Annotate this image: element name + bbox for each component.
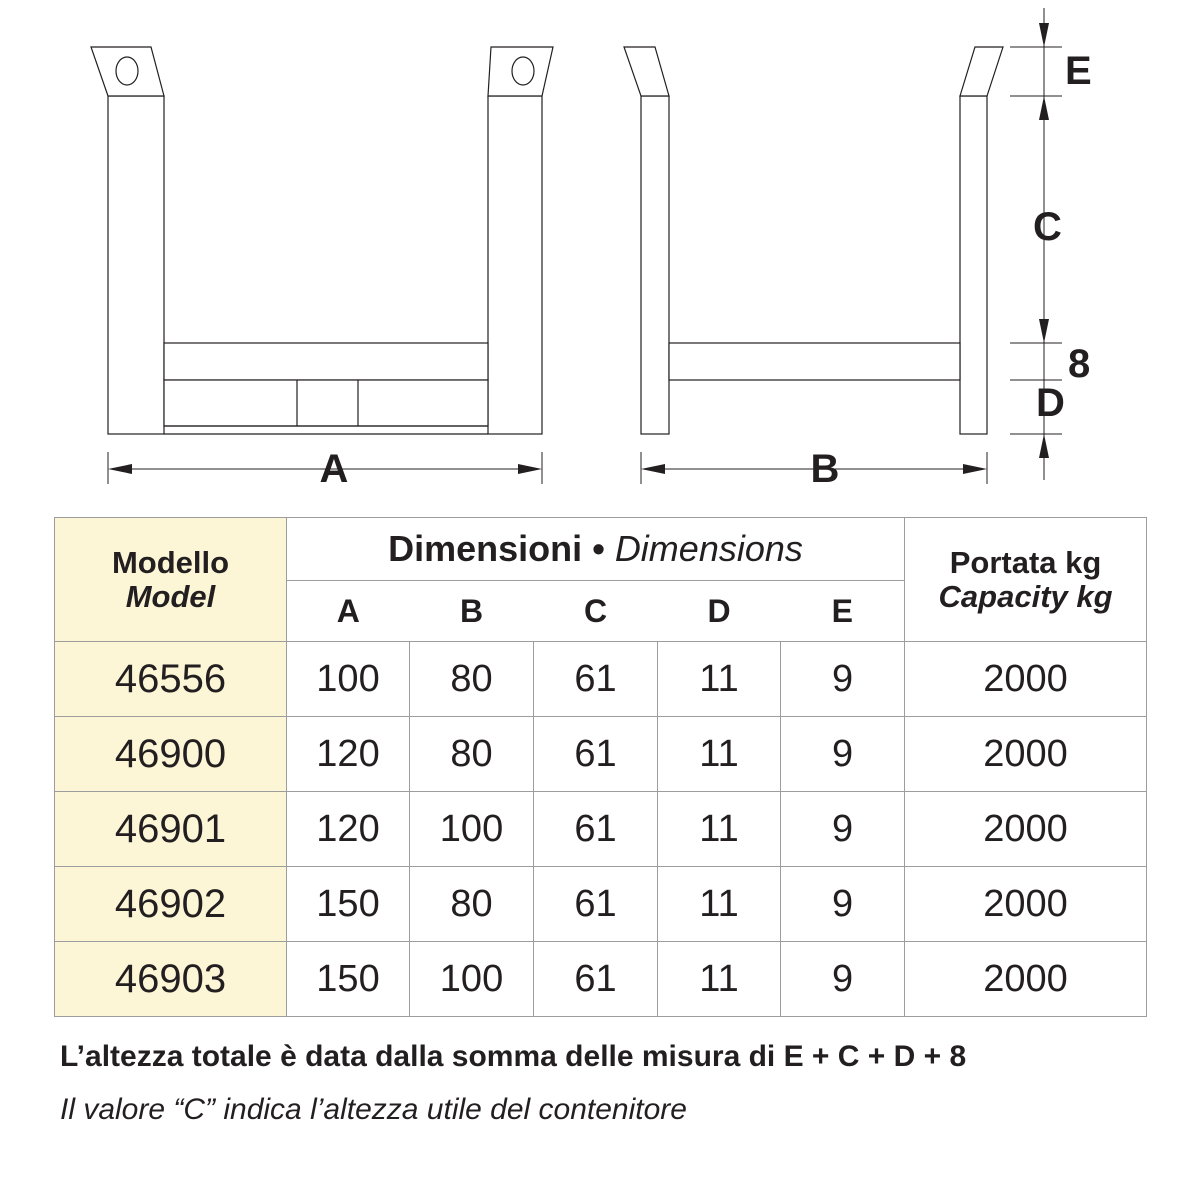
total-height-note: L’altezza totale è data dalla somma delle misura di E + C + D + 8 (60, 1040, 967, 1073)
front-top-rail (164, 343, 488, 380)
dimension-cell-d: 11 (658, 792, 781, 867)
dim-label-b: B (810, 447, 840, 491)
side-view (624, 47, 1003, 434)
front-right-lug-hole (512, 57, 534, 85)
capacity-header (905, 518, 1147, 642)
dimension-cell-a: 150 (287, 867, 410, 942)
dimension-cell-e: 9 (781, 642, 905, 717)
dimension-cell-e: 9 (781, 717, 905, 792)
dimension-cell-b: 80 (410, 867, 534, 942)
c-value-note: Il valore “C” indica l’altezza utile del contenitore (60, 1093, 687, 1126)
dimension-cell-b: 80 (410, 717, 534, 792)
dimension-cell-e: 9 (781, 867, 905, 942)
capacity-header-it: Portata kg (949, 544, 1102, 580)
specifications-table (54, 517, 1147, 1017)
front-bottom-rail (164, 380, 488, 426)
dimensions-header (287, 518, 905, 581)
dim-label-e: E (1065, 49, 1092, 93)
table-header (55, 518, 1147, 642)
table-row (55, 942, 1147, 1017)
side-rail (669, 343, 960, 380)
dim-label-a: A (319, 447, 349, 491)
model-cell: 46556 (55, 642, 287, 717)
side-left-post (641, 96, 669, 434)
model-cell: 46900 (55, 717, 287, 792)
front-left-post (108, 96, 164, 434)
table-row (55, 717, 1147, 792)
dimension-cell-a: 150 (287, 942, 410, 1017)
column-header-b: B (410, 581, 534, 642)
technical-drawing (0, 0, 1200, 500)
front-right-post (488, 96, 542, 434)
model-header-it: Modello (111, 544, 230, 580)
capacity-header-en: Capacity kg (938, 578, 1113, 614)
table-row (55, 642, 1147, 717)
dimension-cell-c: 61 (534, 717, 658, 792)
table-body (55, 642, 1147, 1017)
dimension-cell-c: 61 (534, 942, 658, 1017)
dimension-cell-b: 100 (410, 942, 534, 1017)
model-cell: 46902 (55, 867, 287, 942)
model-header (55, 518, 287, 642)
table-row (55, 792, 1147, 867)
dimension-cell-d: 11 (658, 717, 781, 792)
capacity-cell: 2000 (905, 792, 1147, 867)
capacity-cell: 2000 (905, 717, 1147, 792)
dimensions-separator: • (592, 528, 605, 569)
dim-label-8: 8 (1068, 342, 1091, 386)
dimension-cell-b: 80 (410, 642, 534, 717)
dimension-cell-e: 9 (781, 942, 905, 1017)
column-header-a: A (287, 581, 410, 642)
dimension-cell-a: 100 (287, 642, 410, 717)
table-row (55, 867, 1147, 942)
model-header-en: Model (125, 578, 216, 614)
column-header-c: C (534, 581, 658, 642)
capacity-cell: 2000 (905, 867, 1147, 942)
side-left-lug (624, 47, 669, 96)
front-left-lug-hole (116, 57, 138, 85)
dimension-cell-d: 11 (658, 942, 781, 1017)
front-view (91, 47, 553, 434)
dimension-cell-c: 61 (534, 867, 658, 942)
model-cell: 46903 (55, 942, 287, 1017)
model-cell: 46901 (55, 792, 287, 867)
dimension-cell-a: 120 (287, 717, 410, 792)
capacity-cell: 2000 (905, 642, 1147, 717)
capacity-cell: 2000 (905, 942, 1147, 1017)
column-header-d: D (658, 581, 781, 642)
dimension-cell-b: 100 (410, 792, 534, 867)
dimension-cell-c: 61 (534, 792, 658, 867)
dimensions-header-en: Dimensions (614, 528, 803, 569)
column-header-e: E (781, 581, 905, 642)
dim-label-c: C (1033, 205, 1062, 249)
side-right-post (960, 96, 987, 434)
dimension-cell-d: 11 (658, 642, 781, 717)
dimension-cell-a: 120 (287, 792, 410, 867)
dim-label-d: D (1036, 381, 1065, 425)
dimension-cell-e: 9 (781, 792, 905, 867)
dimensions-header-it: Dimensioni (388, 528, 583, 569)
side-right-lug (960, 47, 1003, 96)
dimension-cell-d: 11 (658, 867, 781, 942)
dimension-cell-c: 61 (534, 642, 658, 717)
